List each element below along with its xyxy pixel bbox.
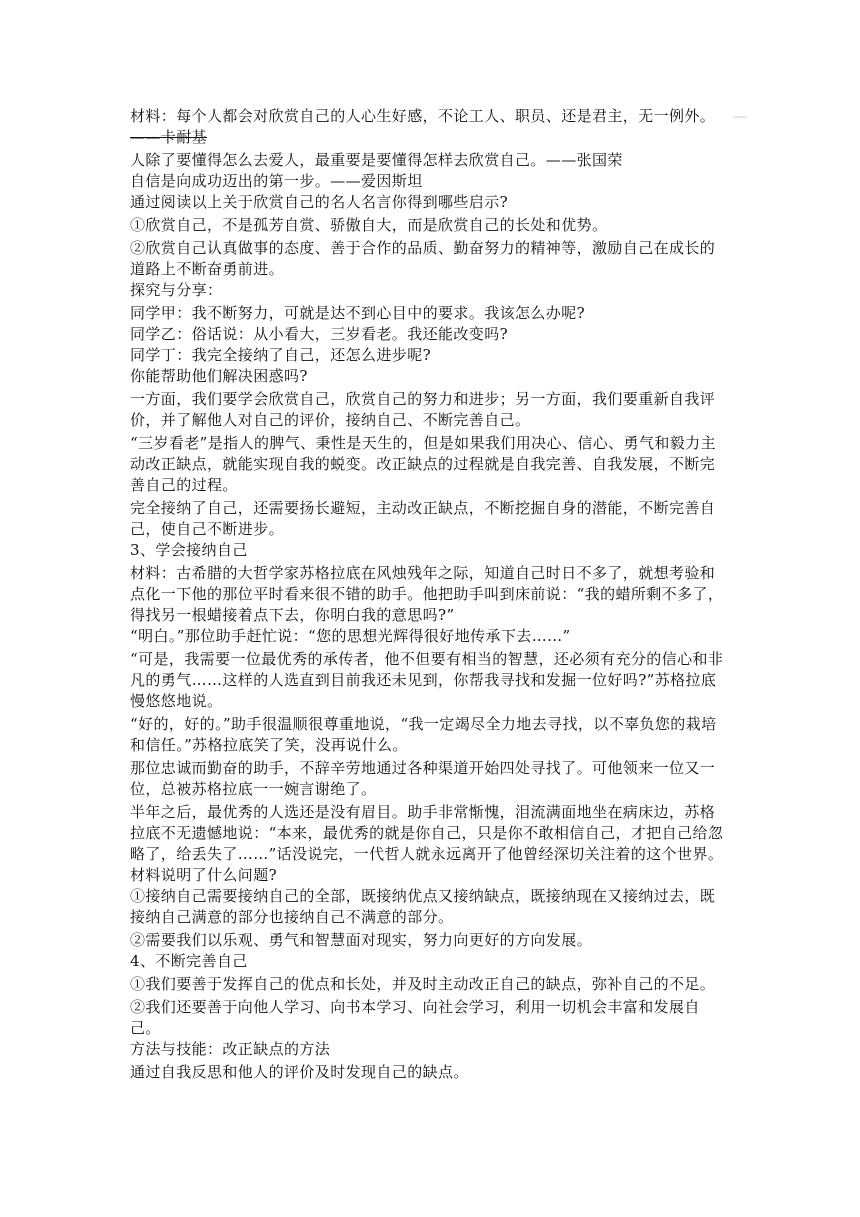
material-quote-text: 材料：每个人都会对欣赏自己的人心生好感，不论工人、职员、还是君主，无一例外。 xyxy=(130,107,716,125)
socrates-story-2: “明白。”那位助手赶忙说：“您的思想光辉得很好地传承下去……” xyxy=(130,627,571,645)
quote-attribution-carnegie xyxy=(130,127,730,148)
student-b: 同学乙：俗话说：从小看大，三岁看老。我还能改变吗? xyxy=(130,325,509,343)
attribution-text: ——卡耐基 xyxy=(130,128,208,146)
quote-einstein: 自信是向成功迈出的第一步。——爱因斯坦 xyxy=(130,172,423,190)
section-explore-share: 探究与分享： xyxy=(130,281,223,299)
meaning-point-2: ②需要我们以乐观、勇气和智慧面对现实，努力向更好的方向发展。 xyxy=(130,931,593,949)
section-heading-4: 4、不断完善自己 xyxy=(130,952,248,970)
improve-point-1: ①我们要善于发挥自己的优点和长处，并及时主动改正自己的缺点，弥补自己的不足。 xyxy=(130,975,716,993)
answer-paragraph-1: 一方面，我们要学会欣赏自己，欣赏自己的努力和进步；另一方面，我们要重新自我评价，并了解他人对自己的评价，接纳自己、不断完善自己。 xyxy=(130,390,716,429)
socrates-story-1: 材料：古希腊的大哲学家苏格拉底在风烛残年之际，知道自己时日不多了，就想考验和点化一下他的那位平时看来很不错的助手。他把助手叫到床前说：“我的蜡所剩不多了，得找另一根蜡接着点下去，你明白我的意思吗?” xyxy=(130,564,724,624)
method-text: 通过自我反思和他人的评价及时发现自己的缺点。 xyxy=(130,1063,469,1081)
question-help: 你能帮助他们解决困惑吗? xyxy=(130,367,308,385)
socrates-story-6: 半年之后，最优秀的人选还是没有眉目。助手非常惭愧，泪流满面地坐在病床边，苏格拉底不无遗憾地说：“本来，最优秀的就是你自己，只是你不敢相信自己，才把自己给忽略了，给丢失了……”话没说完，一代哲人就永远离开了他曾经深切关注着的这个世界。 xyxy=(130,803,724,863)
meaning-point-1: ①接纳自己需要接纳自己的全部，既接纳优点又接纳缺点，既接纳现在又接纳过去，既接纳自己满意的部分也接纳自己不满意的部分。 xyxy=(130,887,716,926)
socrates-story-4: “好的，好的。”助手很温顺很尊重地说，“我一定竭尽全力地去寻找，以不辜负您的栽培和信任。”苏格拉底笑了笑，没再说什么。 xyxy=(130,715,717,754)
document-body xyxy=(130,106,748,1083)
student-a: 同学甲：我不断努力，可就是达不到心目中的要求。我该怎么办呢? xyxy=(130,304,586,322)
trailing-dash: — xyxy=(732,107,748,125)
answer-paragraph-2: “三岁看老”是指人的脾气、秉性是天生的，但是如果我们用决心、信心、勇气和毅力主动改正缺点，就能实现自我的蜕变。改正缺点的过程就是自我完善、自我发展，不断完善自己的过程。 xyxy=(130,434,716,494)
quote-zhang-guorong: 人除了要懂得怎么去爱人，最重要是要懂得怎样去欣赏自己。——张国荣 xyxy=(130,151,623,169)
student-d: 同学丁：我完全接纳了自己，还怎么进步呢? xyxy=(130,346,432,364)
socrates-story-3: “可是，我需要一位最优秀的承传者，他不但要有相当的智慧，还必须有充分的信心和非凡的勇气……这样的人选直到目前我还未见到，你帮我寻找和发掘一位好吗?”苏格拉底慢悠悠地说。 xyxy=(130,650,724,710)
socrates-story-5: 那位忠诚而勤奋的助手，不辞辛劳地通过各种渠道开始四处寻找了。可他领来一位又一位，总被苏格拉底一一婉言谢绝了。 xyxy=(130,759,716,798)
material-quote-carnegie xyxy=(130,106,748,127)
answer-paragraph-3: 完全接纳了自己，还需要扬长避短，主动改正缺点，不断挖掘自身的潜能，不断完善自己，使自己不断进步。 xyxy=(130,499,716,538)
method-heading: 方法与技能：改正缺点的方法 xyxy=(130,1040,331,1058)
answer-point-2: ②欣赏自己认真做事的态度、善于合作的品质、勤奋努力的精神等，激励自己在成长的道路上不断奋勇前进。 xyxy=(130,239,716,278)
improve-point-2: ②我们还要善于向他人学习、向书本学习、向社会学习，利用一切机会丰富和发展自己。 xyxy=(130,998,700,1037)
question-inspiration: 通过阅读以上关于欣赏自己的名人名言你得到哪些启示? xyxy=(130,193,509,211)
question-material-meaning: 材料说明了什么问题? xyxy=(130,866,278,884)
answer-point-1: ①欣赏自己，不是孤芳自赏、骄傲自大，而是欣赏自己的长处和优势。 xyxy=(130,216,608,234)
section-heading-3: 3、学会接纳自己 xyxy=(130,541,248,559)
